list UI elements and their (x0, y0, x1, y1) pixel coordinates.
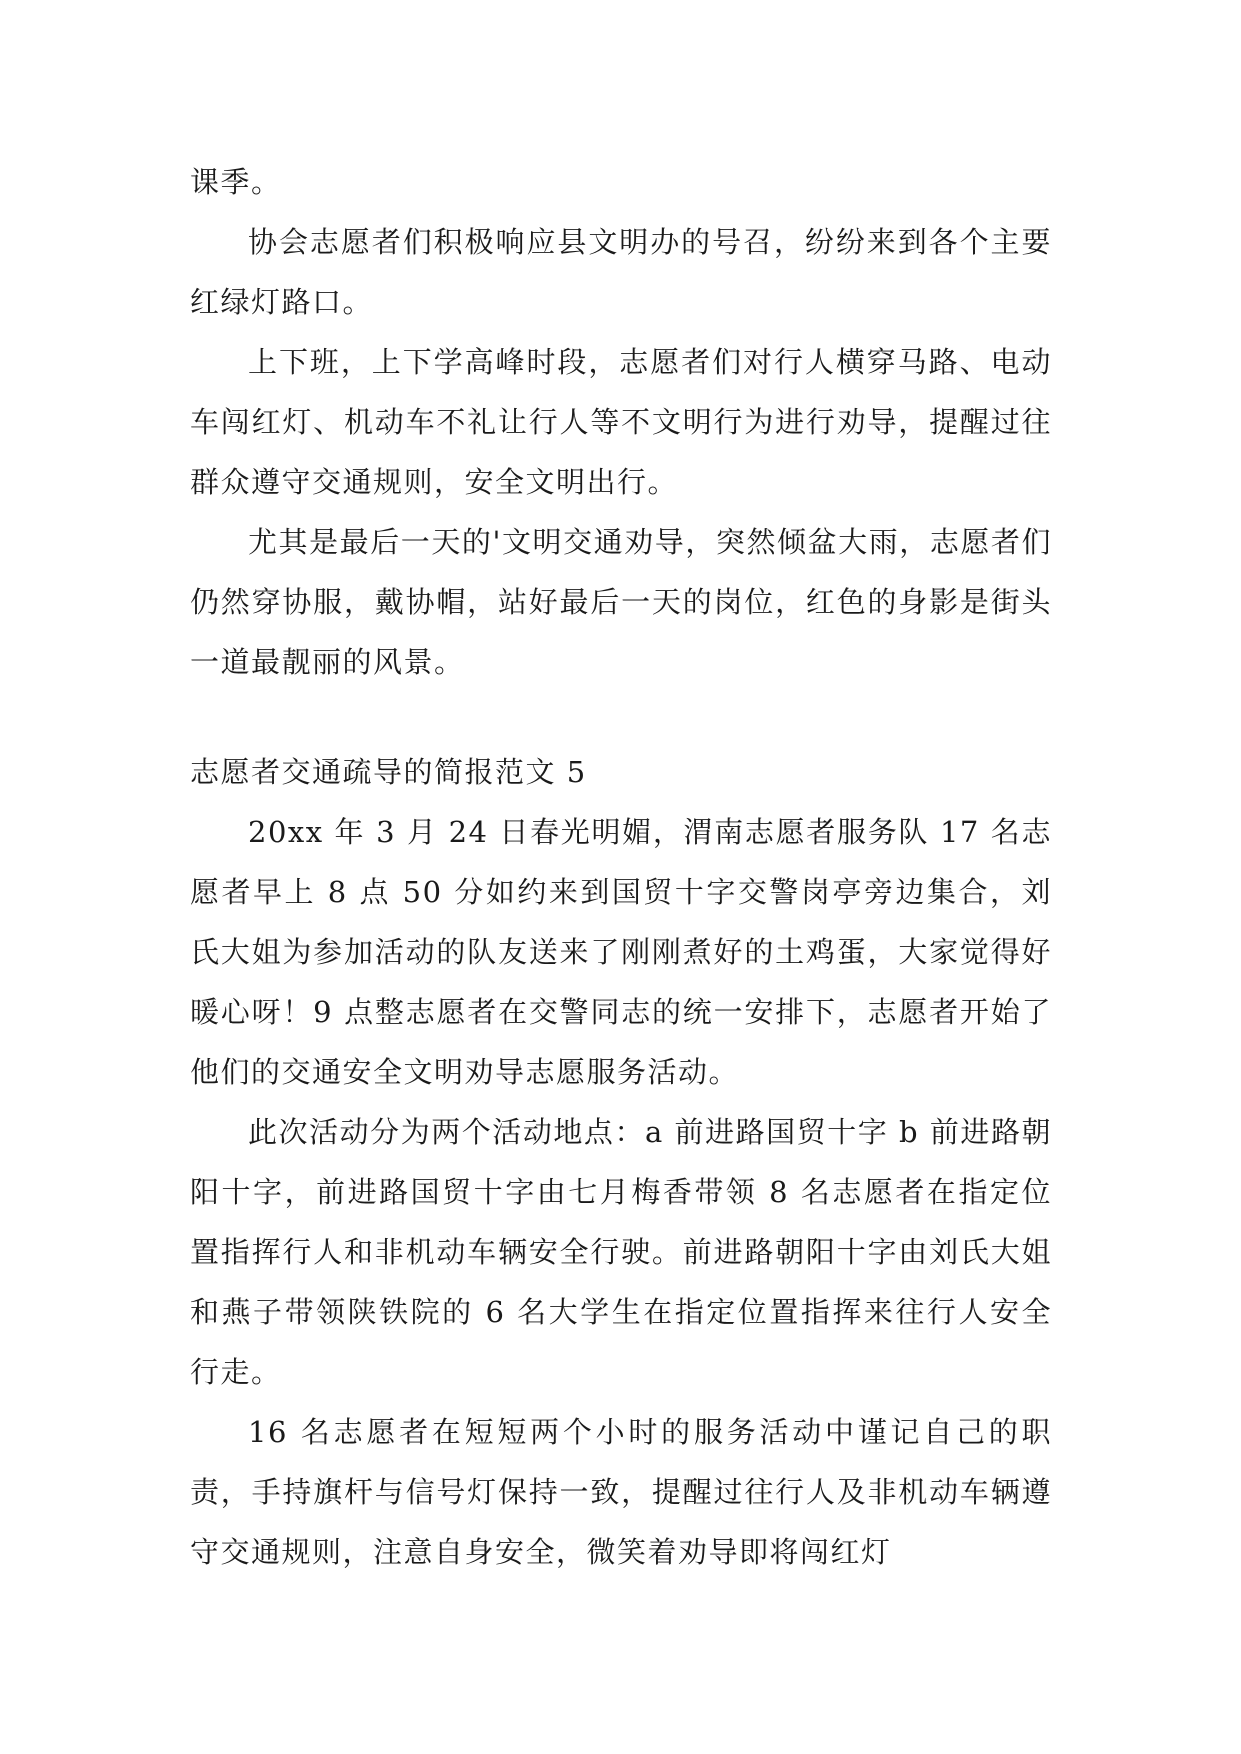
paragraph-last-day: 尤其是最后一天的'文明交通劝导，突然倾盆大雨，志愿者们仍然穿协服，戴协帽，站好最后一天的岗位，红色的身影是街头一道最靓丽的风景。 (190, 525, 1052, 679)
document-body (190, 152, 1052, 1582)
section-title: 志愿者交通疏导的简报范文 5 (190, 755, 587, 789)
paragraph-peak-hours: 上下班，上下学高峰时段，志愿者们对行人横穿马路、电动车闯红灯、机动车不礼让行人等不文明行为进行劝导，提醒过往群众遵守交通规则，安全文明出行。 (190, 345, 1052, 499)
paragraph-duties: 16 名志愿者在短短两个小时的服务活动中谨记自己的职责，手持旗杆与信号灯保持一致，提醒过往行人及非机动车辆遵守交通规则，注意自身安全，微笑着劝导即将闯红灯 (190, 1415, 1052, 1569)
paragraph-volunteers-response: 协会志愿者们积极响应县文明办的号召，纷纷来到各个主要红绿灯路口。 (190, 225, 1052, 319)
paragraph-event-start: 20xx 年 3 月 24 日春光明媚，渭南志愿者服务队 17 名志愿者早上 8 点 50 分如约来到国贸十字交警岗亭旁边集合，刘氏大姐为参加活动的队友送来了刚刚煮好的土鸡蛋，大家觉得好暖心呀！9 点整志愿者在交警同志的统一安排下，志愿者开始了他们的交通安全文明劝导志愿服务活动。 (190, 815, 1052, 1089)
paragraph-locations: 此次活动分为两个活动地点：a 前进路国贸十字 b 前进路朝阳十字，前进路国贸十字由七月梅香带领 8 名志愿者在指定位置指挥行人和非机动车辆安全行驶。前进路朝阳十字由刘氏大姐和燕子带领陕铁院的 6 名大学生在指定位置指挥来往行人安全行走。 (190, 1115, 1052, 1389)
paragraph-continuation: 课季。 (190, 165, 282, 199)
